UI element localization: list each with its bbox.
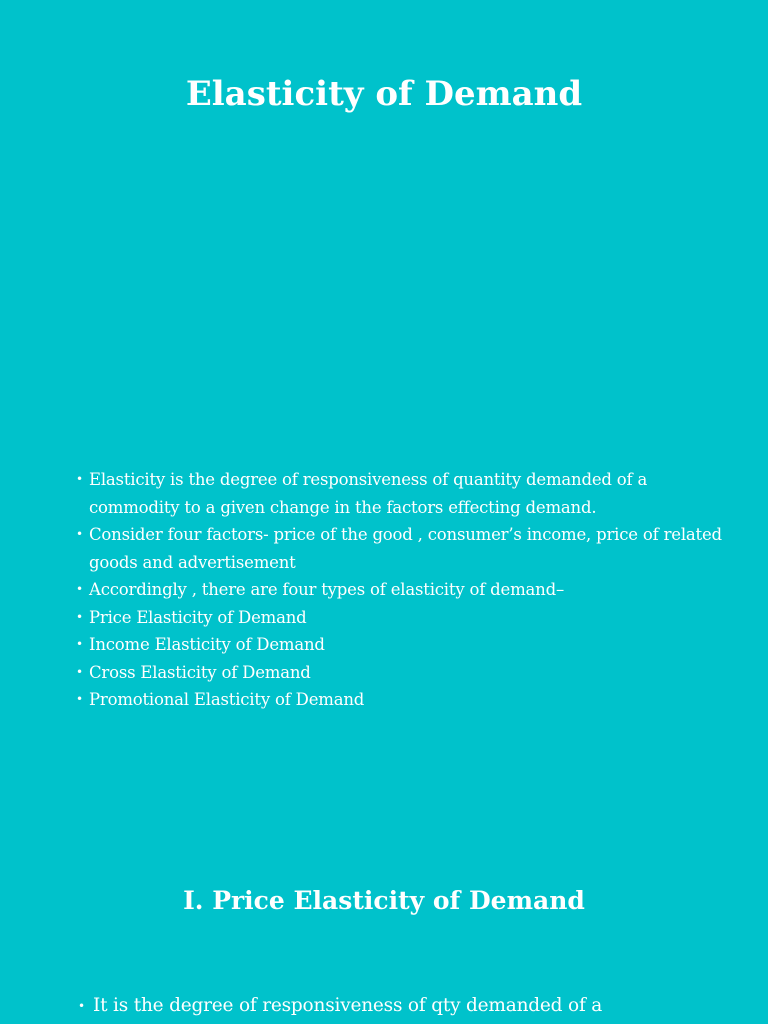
list-item-text: Consider four factors- price of the good , consumer’s income, price of related goods and advertisement	[89, 525, 722, 572]
section-heading: I. Price Elasticity of Demand	[183, 886, 585, 915]
list-item	[76, 686, 726, 714]
list-item	[78, 991, 738, 1021]
list-item-text: Income Elasticity of Demand	[89, 635, 325, 654]
list-item	[76, 521, 726, 576]
bullet-icon: •	[76, 692, 83, 706]
list-item-text: It is the degree of responsiveness of qty demanded of a	[93, 995, 603, 1016]
list-item	[76, 466, 726, 521]
bullet-icon: •	[76, 664, 83, 679]
list-item	[76, 659, 726, 687]
list-item	[76, 604, 726, 632]
list-item-text: Elasticity is the degree of responsiveness of quantity demanded of a commodity to a given change in the factors effecting demand.	[89, 470, 648, 517]
bullet-icon: •	[76, 582, 83, 596]
page-title: Elasticity of Demand	[185, 74, 583, 114]
bullet-icon: •	[78, 999, 85, 1013]
bullet-icon: •	[76, 609, 83, 624]
list-item-text: Cross Elasticity of Demand	[89, 662, 311, 682]
list-item-text: Accordingly , there are four types of elasticity of demand–	[89, 580, 565, 599]
list-item	[76, 631, 726, 659]
list-item-text: Promotional Elasticity of Demand	[89, 690, 365, 709]
list-item-text: Price Elasticity of Demand	[89, 607, 307, 627]
bullet-icon: •	[76, 472, 83, 486]
price-elasticity-bullet-list	[78, 991, 738, 1021]
list-item	[76, 576, 726, 604]
bullet-icon: •	[76, 527, 83, 541]
bullet-icon: •	[76, 637, 83, 651]
definition-bullet-list	[76, 466, 726, 714]
